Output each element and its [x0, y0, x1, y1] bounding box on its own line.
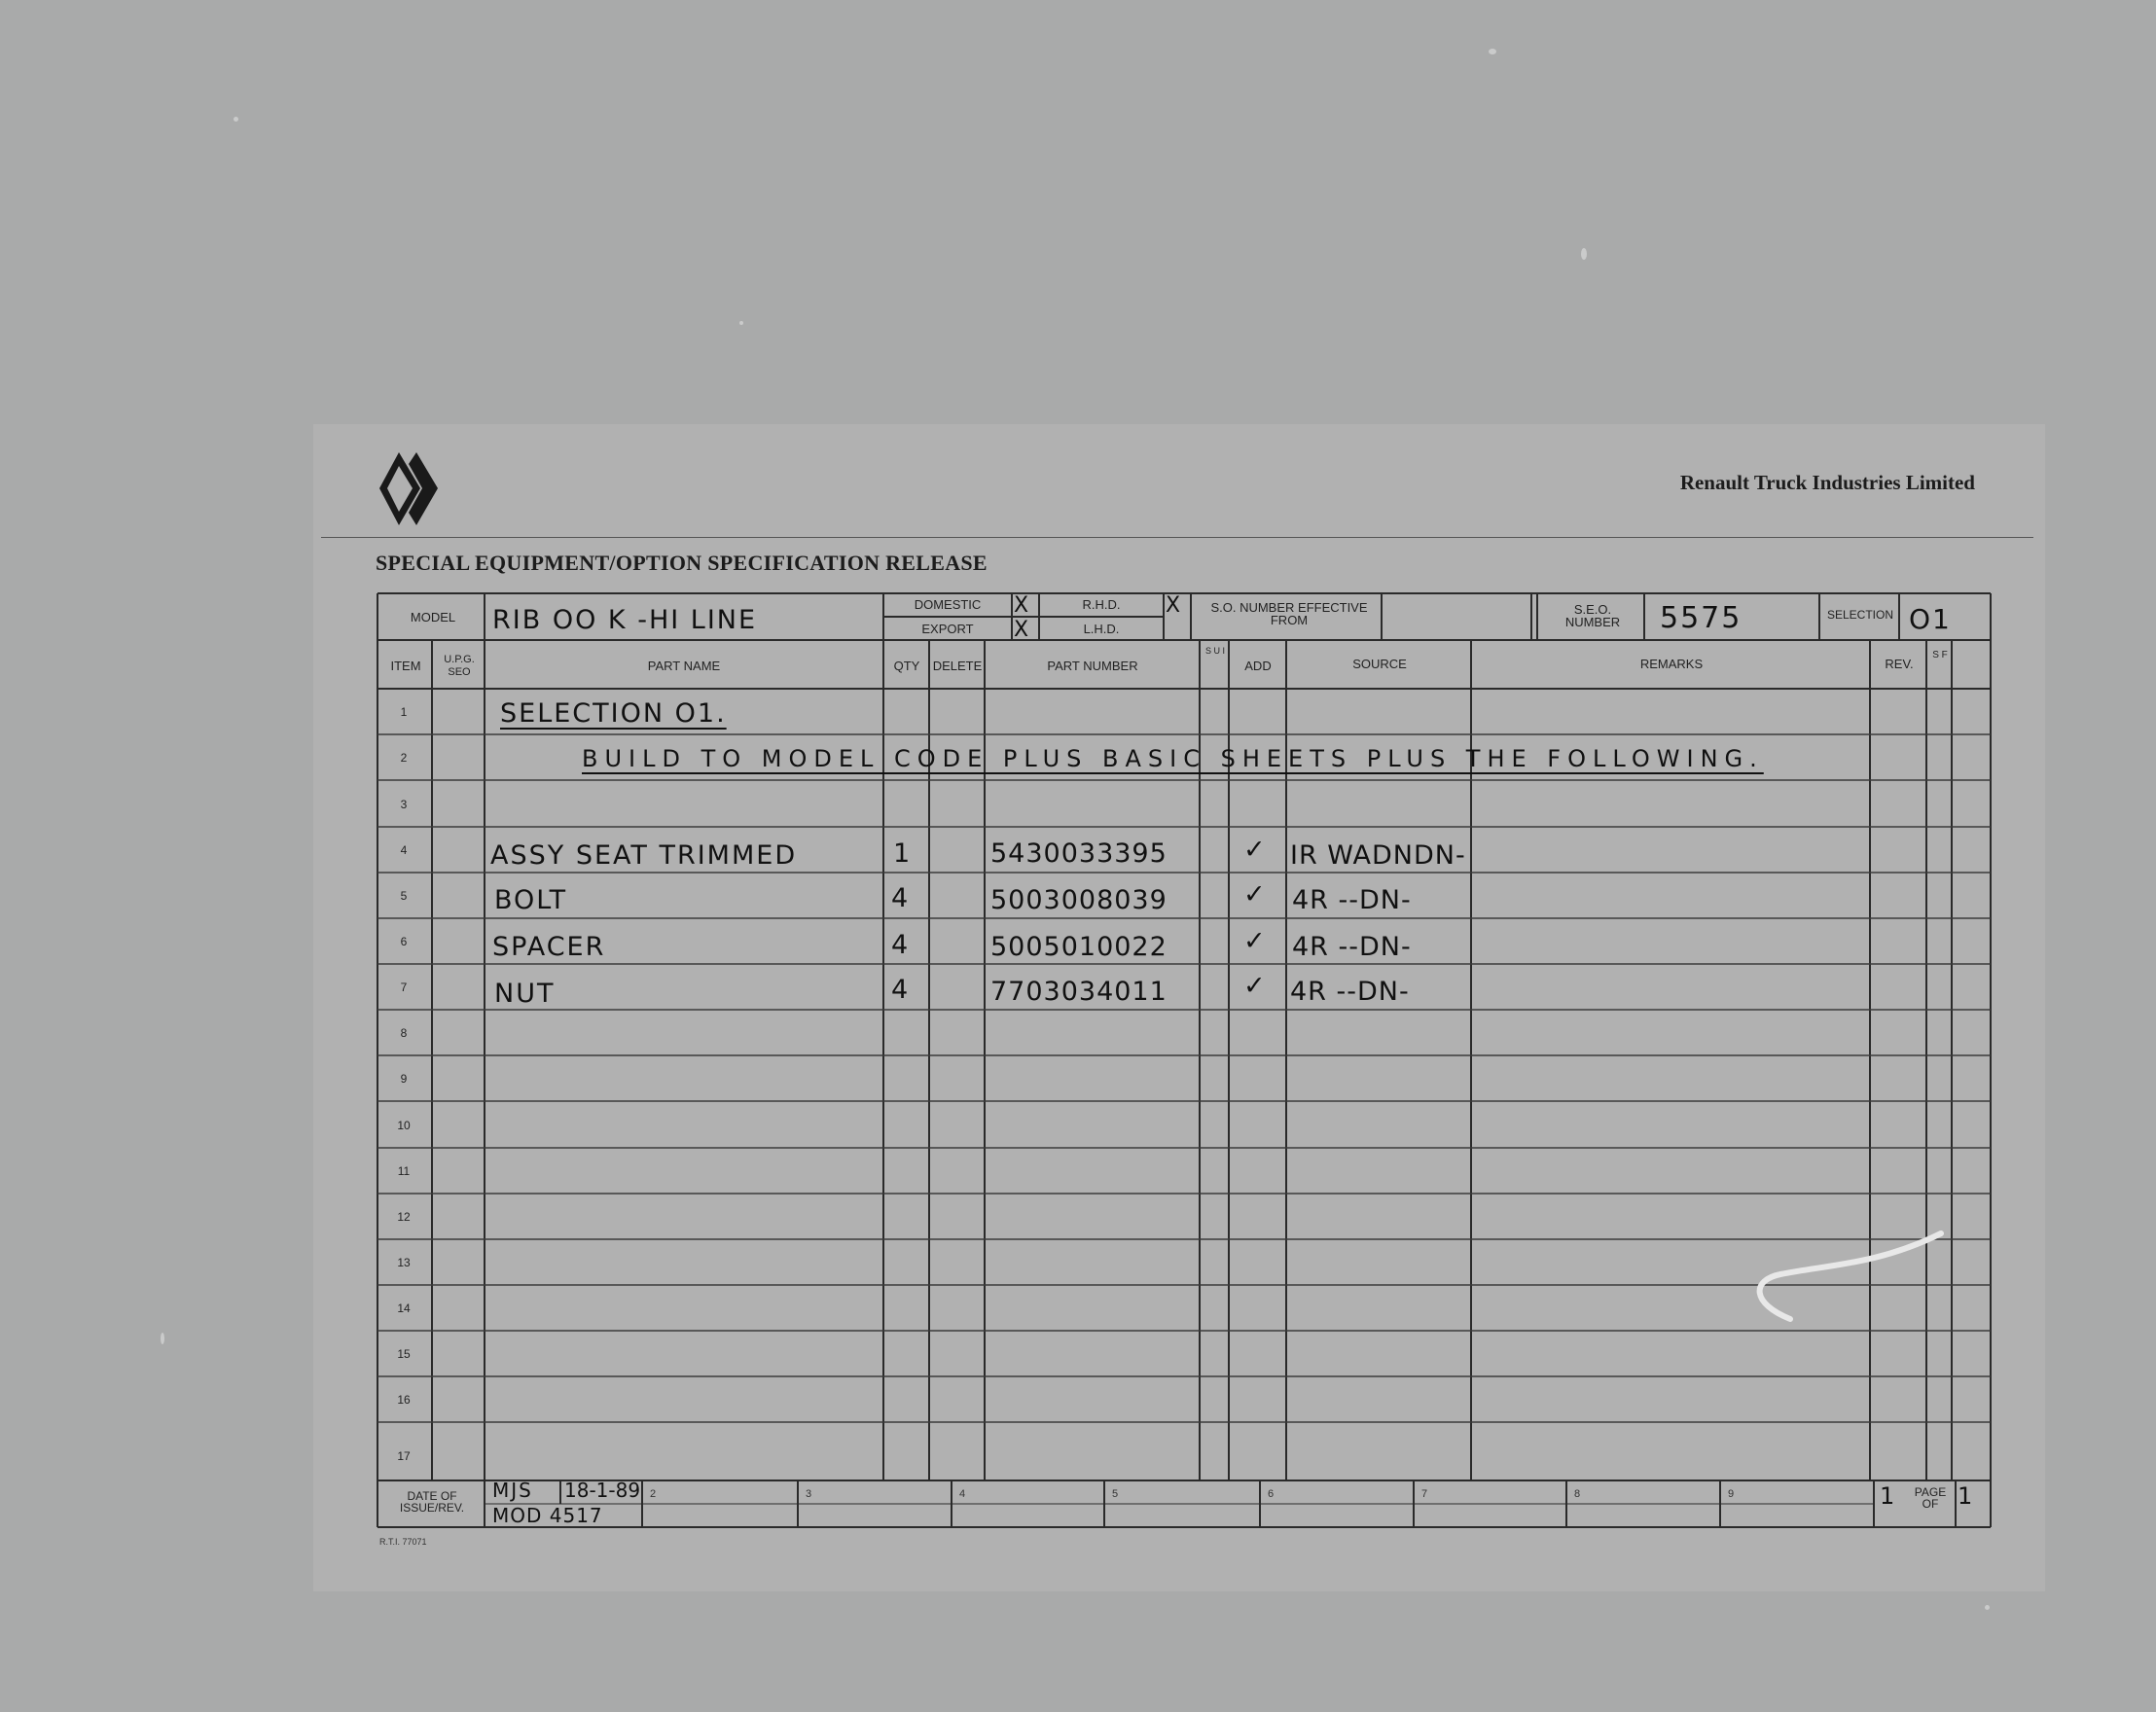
row-number: 6	[400, 935, 408, 948]
row-number: 4	[400, 843, 408, 857]
add-check: ✓	[1243, 971, 1268, 1001]
model-label: MODEL	[410, 610, 456, 624]
part-name: SPACER	[492, 932, 606, 962]
issue-slot: 6	[1268, 1488, 1275, 1500]
part-number: 7703034011	[990, 977, 1168, 1007]
part-source: 4R --DN-	[1292, 932, 1412, 962]
row-number: 2	[400, 751, 408, 765]
row-number: 9	[400, 1072, 408, 1086]
model-value: RIB OO K -HI LINE	[492, 605, 758, 635]
rhd-label: R.H.D.	[1082, 597, 1121, 612]
row-number: 1	[400, 705, 408, 719]
col-delete: DELETE	[932, 659, 983, 673]
part-qty: 4	[891, 930, 911, 960]
add-check: ✓	[1243, 879, 1268, 910]
build-instruction: BUILD TO MODEL CODE PLUS BASIC SHEETS PLUS THE FOLLOWING.	[582, 745, 1764, 772]
so-number-label: S.O. NUMBER EFFECTIVE FROM	[1210, 600, 1368, 627]
part-source: 4R --DN-	[1290, 977, 1410, 1007]
issue-slot: 3	[806, 1488, 812, 1500]
col-rev: REV.	[1885, 657, 1914, 671]
col-part-name: PART NAME	[647, 659, 721, 673]
part-name: NUT	[494, 979, 556, 1009]
issue-slot: 8	[1574, 1488, 1581, 1500]
add-check: ✓	[1243, 835, 1268, 865]
lhd-label: L.H.D.	[1083, 622, 1120, 636]
col-item: ITEM	[390, 659, 421, 673]
row-number: 5	[400, 889, 408, 903]
part-qty: 4	[891, 883, 911, 913]
col-sf: S F	[1932, 650, 1948, 660]
document-title: SPECIAL EQUIPMENT/OPTION SPECIFICATION RELEASE	[376, 551, 988, 575]
row-number: 7	[400, 981, 408, 994]
issue-slot: 4	[959, 1488, 966, 1500]
row-number: 12	[397, 1210, 411, 1224]
part-qty: 4	[891, 975, 911, 1005]
col-sui: S U I	[1204, 646, 1225, 656]
row-number: 17	[397, 1449, 411, 1463]
part-name: BOLT	[494, 885, 568, 915]
row-number: 8	[400, 1026, 408, 1040]
part-number: 5003008039	[990, 885, 1168, 915]
row-number: 15	[397, 1347, 411, 1361]
part-name: ASSY SEAT TRIMMED	[490, 840, 798, 871]
domestic-label: DOMESTIC	[914, 597, 982, 612]
col-qty: QTY	[893, 659, 920, 673]
part-number: 5430033395	[990, 838, 1168, 869]
company-name: Renault Truck Industries Limited	[1679, 471, 1975, 494]
row-number: 10	[397, 1119, 411, 1132]
add-check: ✓	[1243, 926, 1268, 956]
export-label: EXPORT	[921, 622, 974, 636]
issue-slot: 2	[650, 1488, 657, 1500]
seo-number-label: S.E.O. NUMBER	[1564, 602, 1621, 629]
part-source: 4R --DN-	[1292, 885, 1412, 915]
part-source: IR WADNDN-	[1290, 840, 1466, 871]
page-of-label: PAGE OF	[1914, 1485, 1947, 1511]
issue-slot: 5	[1112, 1488, 1119, 1500]
selection-label: SELECTION	[1826, 608, 1893, 622]
row-number: 14	[397, 1302, 411, 1315]
selection-heading: SELECTION O1.	[500, 698, 727, 729]
row-number: 13	[397, 1256, 411, 1269]
mod-number: MOD 4517	[492, 1504, 603, 1527]
issue-slot: 9	[1728, 1488, 1735, 1500]
date-of-issue-label: DATE OF ISSUE/REV.	[399, 1489, 465, 1515]
part-qty: 1	[893, 838, 913, 869]
seo-number-value: 5575	[1660, 601, 1743, 635]
issue-slot: 7	[1421, 1488, 1428, 1500]
row-number: 3	[400, 798, 408, 811]
rhd-mark: X	[1166, 593, 1181, 618]
col-add: ADD	[1244, 659, 1272, 673]
row-number: 11	[397, 1164, 411, 1178]
row-number: 16	[397, 1393, 411, 1407]
col-source: SOURCE	[1352, 657, 1407, 671]
issue-date: 18-1-89	[564, 1479, 641, 1502]
col-upg-seo: U.P.G. SEO	[444, 654, 475, 678]
part-number: 5005010022	[990, 932, 1168, 962]
domestic-mark: X	[1014, 593, 1029, 618]
col-part-number: PART NUMBER	[1047, 659, 1138, 673]
selection-value: O1	[1909, 603, 1952, 635]
export-mark: X	[1014, 618, 1029, 642]
page-number: 1	[1880, 1482, 1897, 1510]
col-remarks: REMARKS	[1639, 657, 1704, 671]
form-code: R.T.I. 77071	[379, 1537, 427, 1547]
page-total: 1	[1958, 1482, 1975, 1510]
issue-initials: MJS	[492, 1479, 533, 1502]
